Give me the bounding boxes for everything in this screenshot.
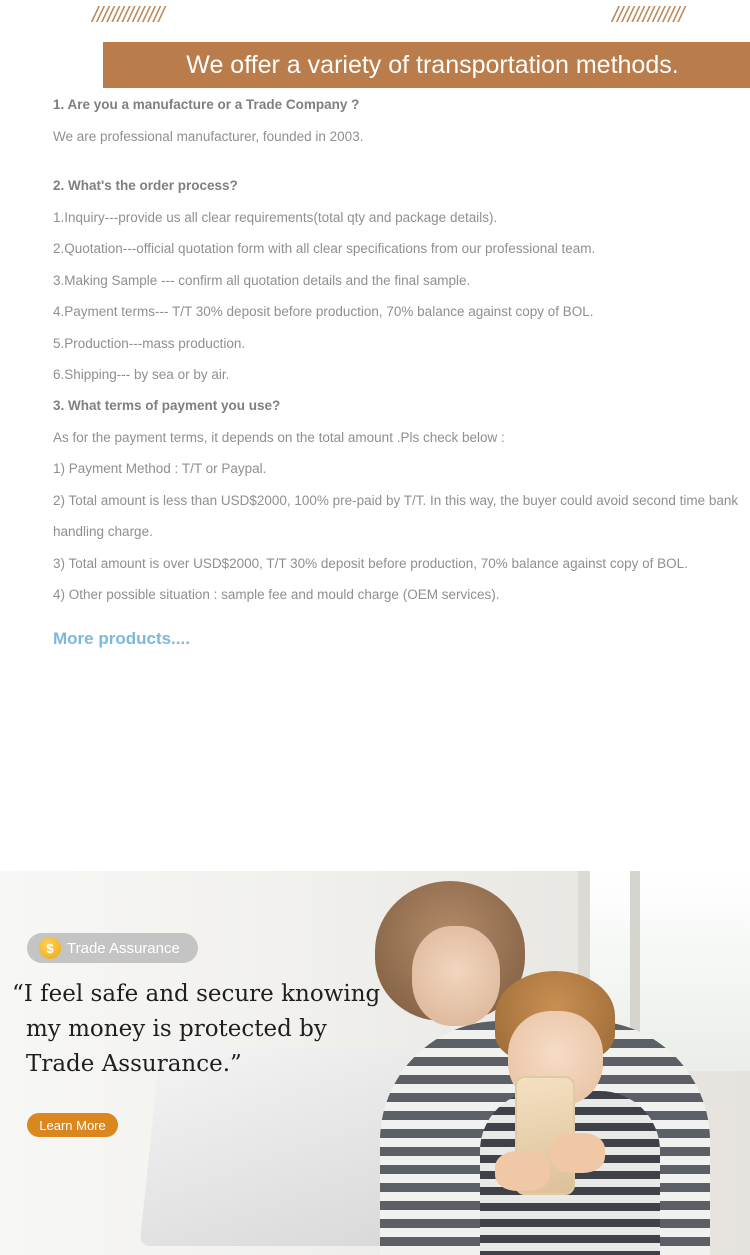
faq-question-1: 1. Are you a manufacture or a Trade Company ?: [53, 97, 360, 112]
faq-answer-line: 6.Shipping--- by sea or by air.: [53, 367, 230, 382]
faq-answer-line: 3.Making Sample --- confirm all quotation details and the final sample.: [53, 273, 471, 288]
faq-answer-line: handling charge.: [53, 524, 153, 539]
faq-answer-line: We are professional manufacturer, founded in 2003.: [53, 129, 364, 144]
quote-line: my money is protected by: [26, 1016, 327, 1042]
decorative-slashes-left: //////////////: [92, 2, 164, 27]
dollar-coin-icon: $: [39, 937, 61, 959]
faq-answer-line: 5.Production---mass production.: [53, 336, 246, 351]
badge-label: Trade Assurance: [67, 939, 180, 957]
hero-hand: [495, 1151, 550, 1191]
more-products-link[interactable]: More products....: [53, 629, 190, 648]
transport-banner: [103, 42, 750, 88]
faq-question-3: 3. What terms of payment you use?: [53, 398, 281, 413]
faq-question-2: 2. What's the order process?: [53, 178, 238, 193]
faq-answer-line: 4) Other possible situation : sample fee and mould charge (OEM services).: [53, 587, 500, 602]
faq-answer-line: 2) Total amount is less than USD$2000, 100% pre-paid by T/T. In this way, the buyer could avoid second time bank: [53, 493, 739, 508]
faq-answer-line: 1.Inquiry---provide us all clear requirements(total qty and package details).: [53, 210, 498, 225]
quote-line: Trade Assurance.”: [26, 1051, 242, 1077]
decorative-slashes-right: //////////////: [612, 2, 684, 27]
banner-title: We offer a variety of transportation methods.: [186, 50, 679, 79]
quote-line: “I feel safe and secure knowing: [12, 981, 381, 1007]
trade-assurance-hero: [0, 871, 750, 1255]
trade-assurance-badge: [27, 933, 198, 963]
faq-answer-line: 2.Quotation---official quotation form with all clear specifications from our professional team.: [53, 241, 596, 256]
faq-answer-line: As for the payment terms, it depends on the total amount .Pls check below :: [53, 430, 505, 445]
learn-more-button[interactable]: Learn More: [27, 1113, 118, 1137]
testimonial-quote: [12, 977, 432, 1082]
faq-answer-line: 4.Payment terms--- T/T 30% deposit before production, 70% balance against copy of BOL.: [53, 304, 594, 319]
hero-hand: [550, 1133, 605, 1173]
faq-answer-line: 3) Total amount is over USD$2000, T/T 30% deposit before production, 70% balance against copy of BOL.: [53, 556, 688, 571]
faq-answer-line: 1) Payment Method : T/T or Paypal.: [53, 461, 267, 476]
